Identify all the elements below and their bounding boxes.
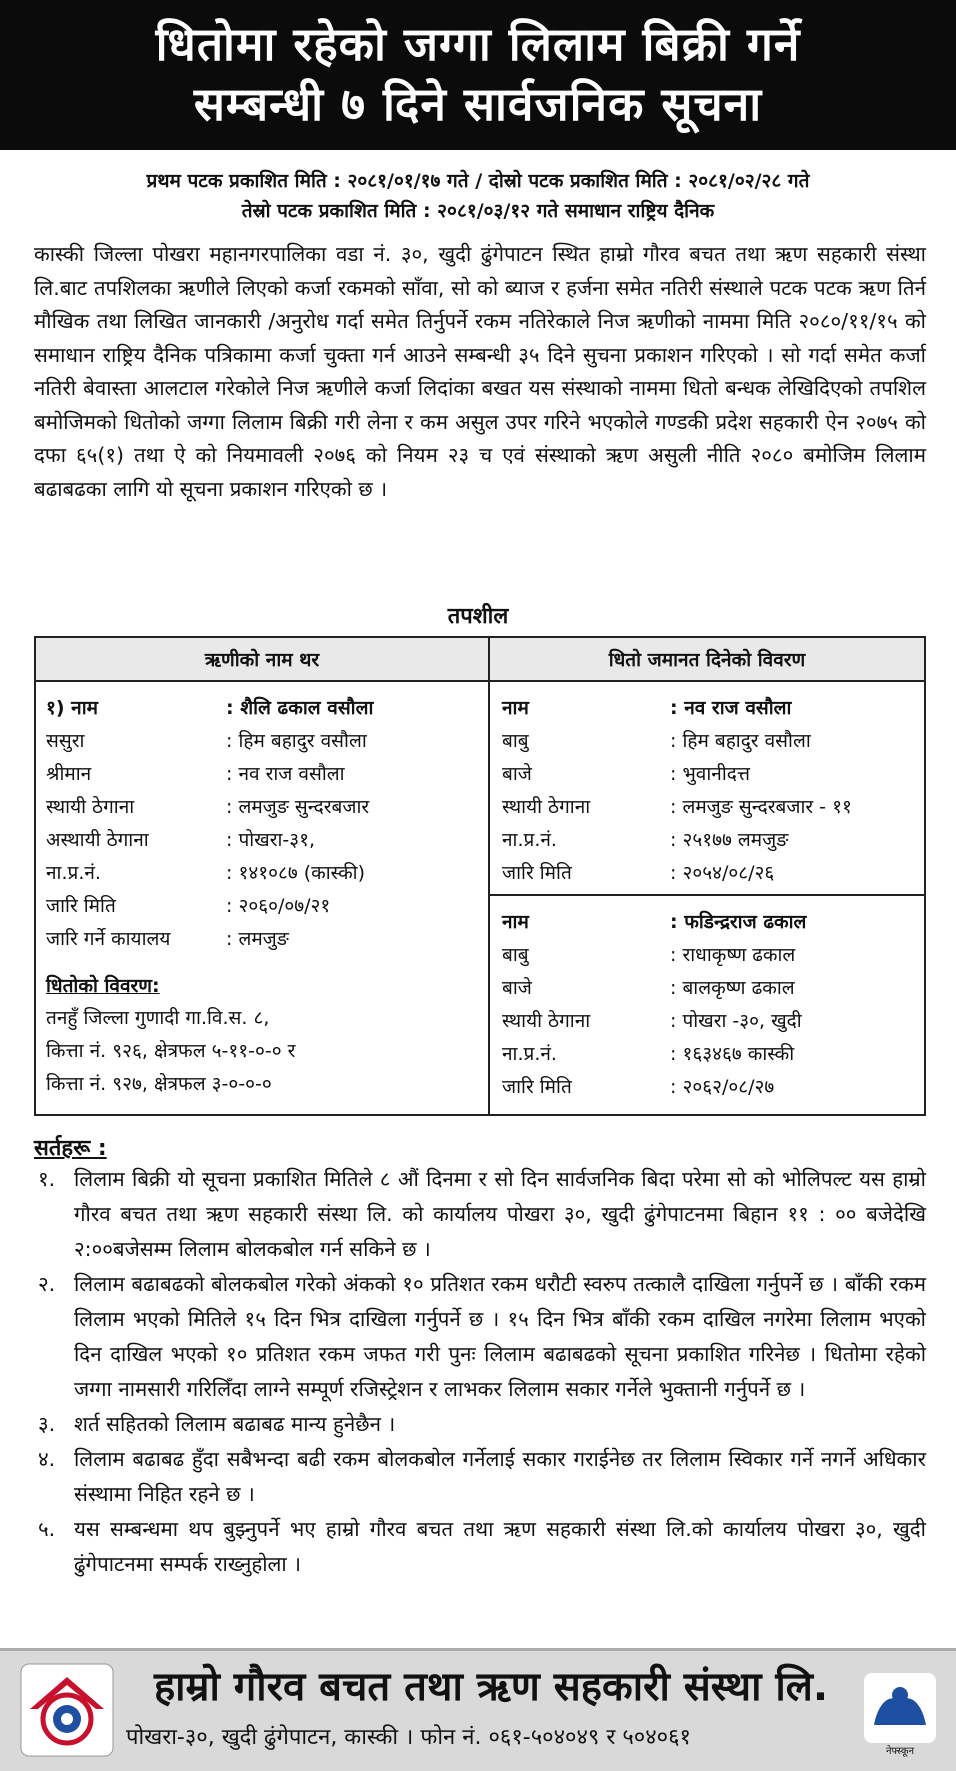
collateral-line: कित्ता नं. ९२७, क्षेत्रफल ३-०-०-० xyxy=(46,1073,272,1095)
borrower-row xyxy=(46,791,488,824)
condition-item xyxy=(34,1407,926,1442)
borrower-details xyxy=(36,682,488,1101)
guarantor-2-row xyxy=(502,1005,924,1038)
guarantor-1-value: : लमजुङ सुन्दरबजार - ११ xyxy=(670,796,852,818)
cooperative-logo xyxy=(20,1663,114,1757)
borrower-value: : पोखरा-३१, xyxy=(226,829,316,851)
publication-dates-line-2: तेस्रो पटक प्रकाशित मिति : २०८१/०३/१२ गते समाधान राष्ट्रिय दैनिक xyxy=(241,200,715,222)
borrower-row xyxy=(46,890,488,923)
borrower-label: अस्थायी ठेगाना xyxy=(46,829,149,851)
borrower-row xyxy=(46,758,488,791)
guarantor-2-label: जारि मिति xyxy=(502,1076,572,1098)
guarantor-1-value: : हिम बहादुर वसौला xyxy=(670,730,811,752)
borrower-value: : शैलि ढकाल वसौला xyxy=(226,697,374,719)
borrower-label: १) नाम xyxy=(46,697,99,719)
conditions-title: सर्तहरू : xyxy=(34,1136,107,1161)
intro-paragraph: कास्की जिल्ला पोखरा महानगरपालिका वडा नं. ३०, खुदी ढुंगेपाटन स्थित हाम्रो गौरव बचत तथा ऋण सहकारी संस्था लि.बाट तपशिलका ऋणीले लिएको कर्जा रकमको साँवा, सो को ब्याज र हर्जना समेत नतिरी संस्थाले पटक पटक ऋण तिर्न मौखिक तथा लिखित जानकारी /अनुरोध गर्दा समेत तिर्नुपर्ने रकम नतिरेकाले निज ऋणीको नाममा मिति २०८०/११/१५ को समाधान राष्ट्रिय दैनिक पत्रिकामा कर्जा चुक्ता गर्न आउने सम्बन्धी ३५ दिने सुचना प्रकाशन गरिएको । सो गर्दा समेत कर्जा नतिरी बेवास्ता आलटाल गरेकोले निज ऋणीले कर्जा लिदांका बखत यस संस्थाको नाममा धितो बन्धक लेखिदिएको तपशिल बमोजिमको धितोको जग्गा लिलाम बिक्री गरी लेना र कम असुल उपर गरिने भएकोले गण्डकी प्रदेश सहकारी ऐन २०७५ को दफा ६५(१) तथा ऐ को नियमावली २०७६ को नियम २३ च एवं संस्थाको ऋण असुली नीति २०८० बमोजिम लिलाम बढाबढका लागि यो सूचना प्रकाशन गरिएको छ । xyxy=(34,242,926,501)
borrower-value: : २०६०/०७/२१ xyxy=(226,895,331,917)
guarantor-2-value: : २०६२/०८/२७ xyxy=(670,1076,775,1098)
guarantor-1-label: जारि मिति xyxy=(502,862,572,884)
borrower-value: : १४१०८७ (कास्की) xyxy=(226,862,366,884)
borrower-row xyxy=(46,725,488,758)
condition-number: १. xyxy=(38,1167,56,1191)
table-title: तपशील xyxy=(447,604,509,629)
condition-item xyxy=(34,1162,926,1267)
guarantor-1-value: : २५१७७ लमजुङ xyxy=(670,829,789,851)
guarantor-2-row xyxy=(502,939,924,972)
details-table xyxy=(34,636,926,1116)
guarantor-2-row xyxy=(502,1071,924,1104)
guarantor-2-row xyxy=(502,1038,924,1071)
publication-dates xyxy=(0,166,956,226)
condition-text: लिलाम बढाबढको बोलकबोल गरेको अंकको १० प्रतिशत रकम धरौटी स्वरुप तत्कालै दाखिला गर्नुपर्ने छ । बाँकी रकम लिलाम भएको मितिले १५ दिन भित्र दाखिला गर्नुपर्ने छ । १५ दिन भित्र बाँकी रकम दाखिल नगरेमा लिलाम भएको दिन दाखिल भएको १० प्रतिशत रकम जफत गरी पुनः लिलाम बढाबढको सूचना प्रकाशित गरिनेछ । धितोमा रहेको जग्गा नामसारी गरिलिँदा लाग्ने सम्पूर्ण रजिस्ट्रेशन र लाभकर लिलाम सकार गर्नेले भुक्तानी गर्नुपर्ने छ । xyxy=(74,1272,926,1401)
guarantor-2-value: : बालकृष्ण ढकाल xyxy=(670,977,795,999)
condition-text: यस सम्बन्धमा थप बुझ्नुपर्ने भए हाम्रो गौरव बचत तथा ऋण सहकारी संस्था लि.को कार्यालय पोखरा ३०, खुदी ढुंगेपाटनमा सम्पर्क राख्नुहोला । xyxy=(74,1517,926,1576)
notice-header xyxy=(0,0,956,150)
condition-item xyxy=(34,1267,926,1407)
guarantor-1-value: : २०५४/०८/२६ xyxy=(670,862,775,884)
footer-bar xyxy=(0,1648,956,1771)
header-title-line-2: सम्बन्धी ७ दिने सार्वजनिक सूचना xyxy=(193,77,763,131)
guarantor-2-row xyxy=(502,906,924,939)
condition-item xyxy=(34,1512,926,1582)
condition-number: ३. xyxy=(38,1412,56,1436)
borrower-column-header: ऋणीको नाम थर xyxy=(36,638,488,682)
guarantor-1-label: बाबु xyxy=(502,730,529,752)
guarantor-2-value: : पोखरा -३०, खुदी xyxy=(670,1010,802,1032)
borrower-value: : लमजुङ xyxy=(226,928,289,950)
borrower-column xyxy=(36,638,490,1114)
guarantor-1-label: स्थायी ठेगाना xyxy=(502,796,591,818)
borrower-label: स्थायी ठेगाना xyxy=(46,796,135,818)
organization-address: पोखरा-३०, खुदी ढुंगेपाटन, कास्की । फोन नं. ०६१-५०४०४९ र ५०४०६१ xyxy=(126,1725,691,1750)
guarantor-2-label: बाजे xyxy=(502,977,532,999)
borrower-label: ना.प्र.नं. xyxy=(46,862,101,884)
nefscun-logo xyxy=(864,1673,936,1763)
conditions-list xyxy=(34,1162,926,1582)
borrower-value: : लमजुङ सुन्दरबजार xyxy=(226,796,370,818)
condition-number: ४. xyxy=(38,1447,56,1471)
guarantor-1-row xyxy=(502,791,924,824)
guarantor-2-value: : फडिन्द्रराज ढकाल xyxy=(670,911,807,933)
organization-name: हाम्रो गौरव बचत तथा ऋण सहकारी संस्था लि. xyxy=(153,1664,829,1710)
guarantor-1-row xyxy=(502,857,924,890)
guarantor-1-label: ना.प्र.नं. xyxy=(502,829,557,851)
borrower-value: : नव राज वसौला xyxy=(226,763,345,785)
guarantor-1-row xyxy=(502,692,924,725)
borrower-label: ससुरा xyxy=(46,730,85,752)
collateral-title: धितोको विवरण: xyxy=(46,975,160,997)
borrower-row xyxy=(46,923,488,956)
condition-number: २. xyxy=(38,1272,56,1296)
nefscun-logo-caption: नेफ्स्कून xyxy=(885,1746,915,1757)
guarantor-2-value: : राधाकृष्ण ढकाल xyxy=(670,944,796,966)
guarantor-2-label: ना.प्र.नं. xyxy=(502,1043,557,1065)
guarantor-2-label: स्थायी ठेगाना xyxy=(502,1010,591,1032)
condition-text: लिलाम बिक्री यो सूचना प्रकाशित मितिले ८ औं दिनमा र सो दिन सार्वजनिक बिदा परेमा सो को भोलिपल्ट यस हाम्रो गौरव बचत तथा ऋण सहकारी संस्था लि. को कार्यालय पोखरा ३०, खुदी ढुंगेपाटनमा बिहान ११ : ०० बजेदेखि २:००बजेसम्म लिलाम बोलकबोल गर्न सकिने छ । xyxy=(74,1167,926,1261)
guarantor-2-details xyxy=(490,894,924,1104)
condition-item xyxy=(34,1442,926,1512)
guarantor-2-value: : १६३४६७ कास्की xyxy=(670,1043,795,1065)
guarantor-1-details xyxy=(490,682,924,890)
borrower-label: श्रीमान xyxy=(46,763,92,785)
collateral-line: कित्ता नं. ९२६, क्षेत्रफल ५-११-०-० र xyxy=(46,1040,296,1062)
publication-dates-line-1: प्रथम पटक प्रकाशित मिति : २०८१/०१/१७ गते / दोस्रो पटक प्रकाशित मिति : २०८१/०२/२८ गते xyxy=(146,170,810,192)
guarantor-1-value: : भुवानीदत्त xyxy=(670,763,750,785)
header-title-line-1: धितोमा रहेको जग्गा लिलाम बिक्री गर्ने xyxy=(155,17,801,71)
borrower-label: जारि गर्ने कायालय xyxy=(46,928,171,950)
guarantor-2-label: बाबु xyxy=(502,944,529,966)
borrower-row xyxy=(46,857,488,890)
borrower-row xyxy=(46,824,488,857)
guarantor-2-row xyxy=(502,972,924,1005)
condition-text: लिलाम बढाबढ हुँदा सबैभन्दा बढी रकम बोलकबोल गर्नेलाई सकार गराईनेछ तर लिलाम स्विकार गर्ने नगर्ने अधिकार संस्थामा निहित रहने छ । xyxy=(74,1447,926,1506)
guarantor-1-row xyxy=(502,758,924,791)
borrower-row xyxy=(46,692,488,725)
guarantor-column-header: धितो जमानत दिनेको विवरण xyxy=(490,638,924,682)
guarantor-1-label: नाम xyxy=(502,697,529,719)
guarantor-2-label: नाम xyxy=(502,911,529,933)
guarantor-column xyxy=(490,638,924,1114)
guarantor-1-label: बाजे xyxy=(502,763,532,785)
condition-number: ५. xyxy=(38,1517,56,1541)
borrower-value: : हिम बहादुर वसौला xyxy=(226,730,367,752)
borrower-label: जारि मिति xyxy=(46,895,116,917)
guarantor-1-row xyxy=(502,725,924,758)
guarantor-1-value: : नव राज वसौला xyxy=(670,697,792,719)
guarantor-1-row xyxy=(502,824,924,857)
condition-text: शर्त सहितको लिलाम बढाबढ मान्य हुनेछैन । xyxy=(74,1412,396,1436)
collateral-line: तनहुँ जिल्ला गुणादी गा.वि.स. ८, xyxy=(46,1007,270,1029)
